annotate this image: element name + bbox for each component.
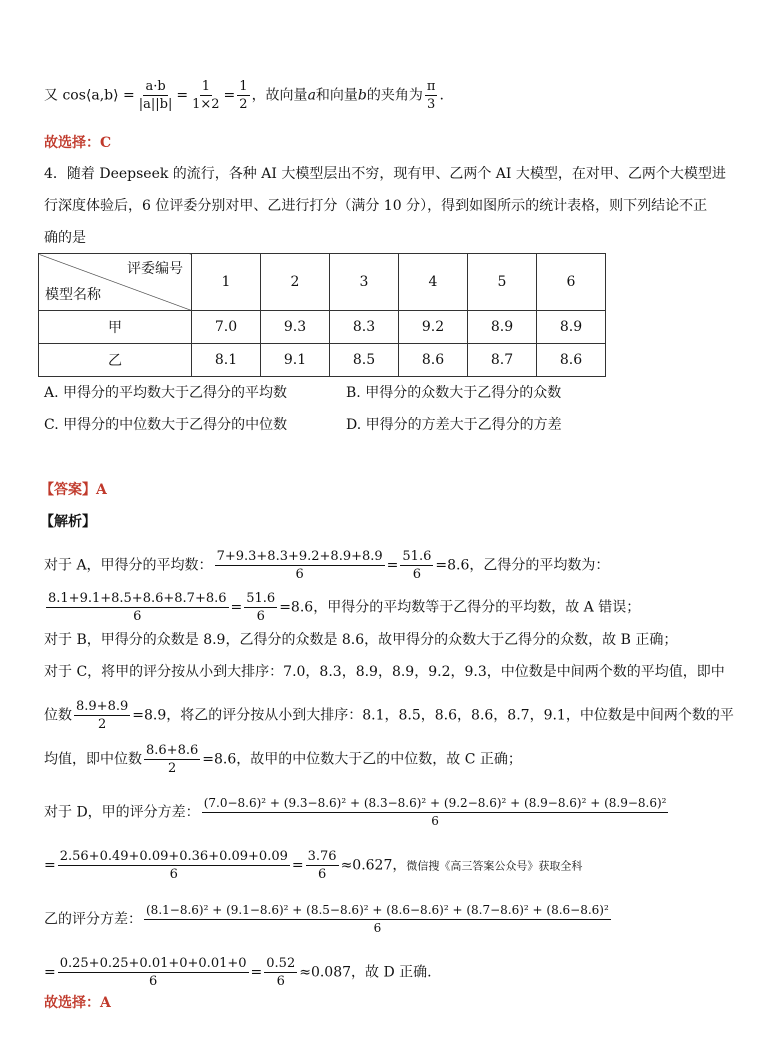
row-label: 甲 (39, 311, 192, 344)
table-cell: 8.7 (468, 344, 537, 377)
frac-num: π (426, 79, 436, 94)
frac-den: 6 (317, 867, 327, 882)
fraction-one-over-two (190, 78, 221, 113)
frac-num: 51.6 (402, 549, 432, 564)
previous-answer: 故选择：C (44, 135, 112, 151)
frac-den: 6 (373, 921, 382, 935)
solution-e-line-2: = $\frac{0.25+0.25+0.01+0+0.01+0}{6}$ = $\frac{0.52}{6}$ ≈0.087，故 D 正确. (44, 956, 432, 989)
option-a: A. 甲得分的平均数大于乙得分的平均数 (44, 385, 288, 401)
column-header: 4 (399, 254, 468, 311)
question-line-3: 确的是 (44, 230, 86, 246)
fraction (58, 955, 249, 990)
fraction (244, 590, 277, 625)
solution-a-line-1: 对于 A，甲得分的平均数： $\frac{7+9.3+8.3+9.2+8.9+8.9}{6}$ = $\frac{51.6}{6}$ =8.6，乙得分的平均数为： (44, 549, 610, 582)
frac-num: 8.1+9.1+8.5+8.6+8.7+8.6 (48, 591, 227, 606)
solution-d-line-2: = $\frac{2.56+0.49+0.09+0.36+0.09+0.09}{6}$ = $\frac{3.76}{6}$ ≈0.627，微信搜《高三答案公众号》获取全科 (44, 849, 583, 882)
text: =8.6，甲得分的平均数等于乙得分的平均数，故 A 错误； (279, 599, 641, 616)
frac-den: |a||b| (138, 97, 173, 112)
text: =8.6，故甲的中位数大于乙的中位数，故 C 正确； (202, 751, 522, 768)
header-models: 模型名称 (45, 287, 101, 303)
column-header: 3 (330, 254, 399, 311)
text: ≈0.087，故 D 正确. (299, 964, 432, 981)
frac-num: 51.6 (246, 591, 276, 606)
table-cell: 8.9 (537, 311, 606, 344)
vector-b: b (357, 87, 367, 104)
text: =8.9，将乙的评分按从小到大排序：8.1，8.5，8.6，8.6，8.7，9.1，中位数是中间两个数的平 (132, 707, 734, 724)
frac-den: 6 (276, 974, 285, 989)
fraction-pi-over-three (425, 78, 438, 113)
vector-a: a (307, 87, 316, 104)
frac-num: (7.0−8.6)² + (9.3−8.6)² + (8.3−8.6)² + (9.2−8.6)² + (8.9−8.6)² + (8.9−8.6)² (202, 795, 669, 813)
column-header: 1 (192, 254, 261, 311)
solution-b: 对于 B，甲得分的众数是 8.9，乙得分的众数是 8.6，故甲得分的众数大于乙得分的众数，故 B 正确； (44, 632, 678, 648)
table-corner-cell (39, 254, 192, 311)
text-middle: ，故向量 (251, 87, 308, 104)
score-table (38, 253, 606, 377)
header-judges: 评委编号 (127, 261, 183, 277)
question-line-2: 行深度体验后，6 位评委分别对甲、乙进行打分（满分 10 分），得到如图所示的统计表格，则下列结论不正 (44, 198, 708, 214)
fraction (306, 848, 339, 883)
column-header: 2 (261, 254, 330, 311)
frac-den: 6 (431, 814, 439, 828)
fraction (400, 548, 433, 583)
table-cell: 9.2 (399, 311, 468, 344)
question-line-1: 4．随着 Deepseek 的流行，各种 AI 大模型层出不穷，现有甲、乙两个 AI 大模型，在对甲、乙两个大模型进 (44, 166, 726, 182)
frac-num: 7+9.3+8.3+9.2+8.9+8.9 (216, 549, 383, 564)
cos-expression: cos⟨a,b⟩ (62, 87, 119, 104)
fraction-half (237, 78, 249, 113)
frac-den: 6 (256, 609, 265, 624)
frac-den: 2 (239, 97, 248, 112)
text-prefix: 又 (44, 87, 58, 104)
table-cell: 8.6 (537, 344, 606, 377)
table-row (39, 344, 606, 377)
fraction-dot-over-norm (137, 78, 175, 113)
solution-c-line-2 (44, 698, 734, 733)
frac-den: 6 (295, 567, 304, 582)
frac-den: 6 (412, 567, 422, 582)
table-header-row (39, 254, 606, 311)
frac-num: 0.52 (266, 956, 296, 971)
text: =8.6，乙得分的平均数为： (435, 557, 610, 574)
table-cell: 7.0 (192, 311, 261, 344)
table-cell: 8.5 (330, 344, 399, 377)
text: 对于 D，甲的评分方差： (44, 804, 200, 821)
text-angle: 的夹角为 (366, 87, 423, 104)
fraction (74, 698, 130, 733)
solution-a-line-2: $\frac{8.1+9.1+8.5+8.6+8.7+8.6}{6}$ = $\frac{51.6}{6}$ =8.6，甲得分的平均数等于乙得分的平均数，故 A 错误； (48, 591, 641, 624)
text: 乙的评分方差： (44, 911, 142, 928)
frac-num: 0.25+0.25+0.01+0+0.01+0 (59, 956, 247, 971)
text: 对于 A，甲得分的平均数： (44, 557, 213, 574)
frac-num: 1 (201, 79, 210, 94)
option-c: C. 甲得分的中位数大于乙得分的中位数 (44, 417, 288, 433)
table-cell: 9.3 (261, 311, 330, 344)
note-text: 微信搜《高三答案公众号》获取全科 (406, 859, 583, 873)
frac-den: 6 (169, 867, 178, 882)
column-header: 6 (537, 254, 606, 311)
final-answer: 故选择：A (44, 995, 111, 1011)
option-d: D. 甲得分的方差大于乙得分的方差 (346, 417, 562, 433)
frac-den: 6 (133, 609, 142, 624)
frac-den: 2 (167, 761, 177, 776)
fraction (144, 902, 611, 937)
solution-e-line-1 (44, 902, 613, 937)
table-cell: 9.1 (261, 344, 330, 377)
frac-den: 3 (427, 97, 436, 112)
text: 均值，即中位数 (44, 751, 142, 768)
solution-c-line-1: 对于 C，将甲的评分按从小到大排序：7.0，8.3，8.9，8.9，9.2，9.3，中位数是中间两个数的平均值，即中 (44, 664, 725, 680)
frac-den: 2 (97, 717, 107, 732)
text: ≈0.627， (340, 857, 407, 874)
frac-num: 8.6+8.6 (146, 743, 199, 758)
analysis-label: 【解析】 (40, 514, 96, 530)
solution-d-line-1 (44, 795, 670, 830)
fraction (58, 848, 290, 883)
answer-label: 【答案】A (40, 482, 107, 498)
table-cell: 8.1 (192, 344, 261, 377)
frac-num: 2.56+0.49+0.09+0.36+0.09+0.09 (59, 849, 288, 864)
frac-num: (8.1−8.6)² + (9.1−8.6)² + (8.5−8.6)² + (8.6−8.6)² + (8.7−8.6)² + (8.6−8.6)² (144, 902, 611, 920)
text-period: . (439, 87, 444, 104)
row-label: 乙 (39, 344, 192, 377)
table-row (39, 311, 606, 344)
text: 位数 (44, 707, 72, 724)
option-b: B. 甲得分的众数大于乙得分的众数 (346, 385, 562, 401)
frac-num: 3.76 (307, 849, 337, 864)
table-cell: 8.9 (468, 311, 537, 344)
frac-den: 1×2 (192, 97, 220, 112)
frac-num: a·b (145, 79, 166, 94)
fraction (46, 590, 229, 625)
column-header: 5 (468, 254, 537, 311)
fraction (144, 742, 200, 777)
table-cell: 8.6 (399, 344, 468, 377)
frac-num: 1 (239, 79, 248, 94)
fraction (202, 795, 669, 830)
fraction (264, 955, 297, 990)
solution-c-line-3 (44, 742, 522, 777)
fraction (215, 548, 385, 583)
frac-num: 8.9+8.9 (76, 699, 129, 714)
text-and: 和向量 (315, 87, 358, 104)
frac-den: 6 (148, 974, 158, 989)
table-cell: 8.3 (330, 311, 399, 344)
angle-result-line: 又 cos⟨a,b⟩ = $\frac{a\cdot b}{|a||b|}$ = $\frac{1}{1\times 2}$ = $\frac{1}{2}$ ，故向量a和向量b的夹角为 $\frac{\pi}{3}$ . (44, 79, 444, 112)
